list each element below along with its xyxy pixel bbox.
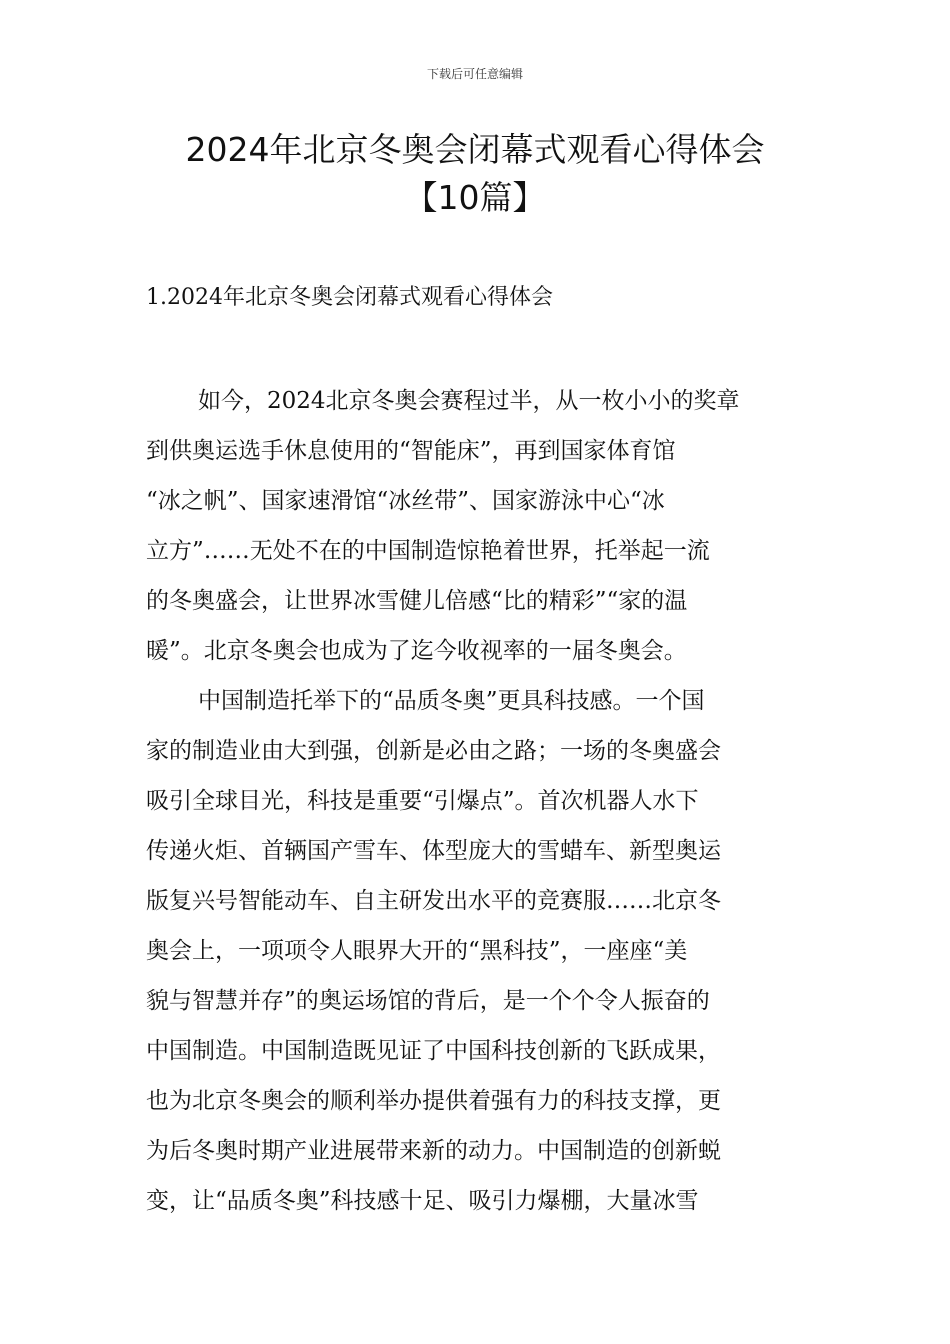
paragraph-line: 变，让“品质冬奥”科技感十足、吸引力爆棚，大量冰雪 [146,1188,699,1214]
header-note: 下载后可任意编辑 [426,67,523,81]
paragraph-line: 到供奥运选手休息使用的“智能床”，再到国家体育馆 [146,438,676,464]
paragraph-line: 传递火炬、首辆国产雪车、体型庞大的雪蜡车、新型奥运 [146,838,721,864]
paragraph-line: 中国制造托举下的“品质冬奥”更具科技感。一个国 [198,688,705,714]
paragraph-1 [146,376,806,676]
paragraph-line: 版复兴号智能动车、自主研发出水平的竞赛服……北京冬 [146,888,721,914]
paragraph-line: 立方”……无处不在的中国制造惊艳着世界，托举起一流 [146,538,710,564]
title-line-2: 【10篇】 [404,178,546,217]
paragraph-line: 为后冬奥时期产业进展带来新的动力。中国制造的创新蜕 [146,1138,721,1164]
paragraph-line: 中国制造。中国制造既见证了中国科技创新的飞跃成果， [146,1038,721,1064]
paragraph-line: 貌与智慧并存”的奥运场馆的背后，是一个个令人振奋的 [146,988,710,1014]
paragraph-line: 也为北京冬奥会的顺利举办提供着强有力的科技支撑，更 [146,1088,721,1114]
paragraph-line: 奥会上，一项项令人眼界大开的“黑科技”，一座座“美 [146,938,688,964]
document-title [140,126,810,222]
title-line-1: 2024年北京冬奥会闭幕式观看心得体会 [185,130,765,169]
paragraph-2 [146,676,806,1226]
paragraph-line: 吸引全球目光，科技是重要“引爆点”。首次机器人水下 [146,788,699,814]
paragraph-line: 的冬奥盛会，让世界冰雪健儿倍感“比的精彩”“家的温 [146,588,688,614]
body-text [146,376,806,1226]
paragraph-line: 暖”。北京冬奥会也成为了迄今收视率的一届冬奥会。 [146,638,687,664]
section-heading: 1.2024年北京冬奥会闭幕式观看心得体会 [146,285,553,310]
paragraph-line: 家的制造业由大到强，创新是必由之路；一场的冬奥盛会 [146,738,721,764]
paragraph-line: “冰之帆”、国家速滑馆“冰丝带”、国家游泳中心“冰 [146,488,665,514]
paragraph-line: 如今，2024北京冬奥会赛程过半，从一枚小小的奖章 [198,388,740,414]
